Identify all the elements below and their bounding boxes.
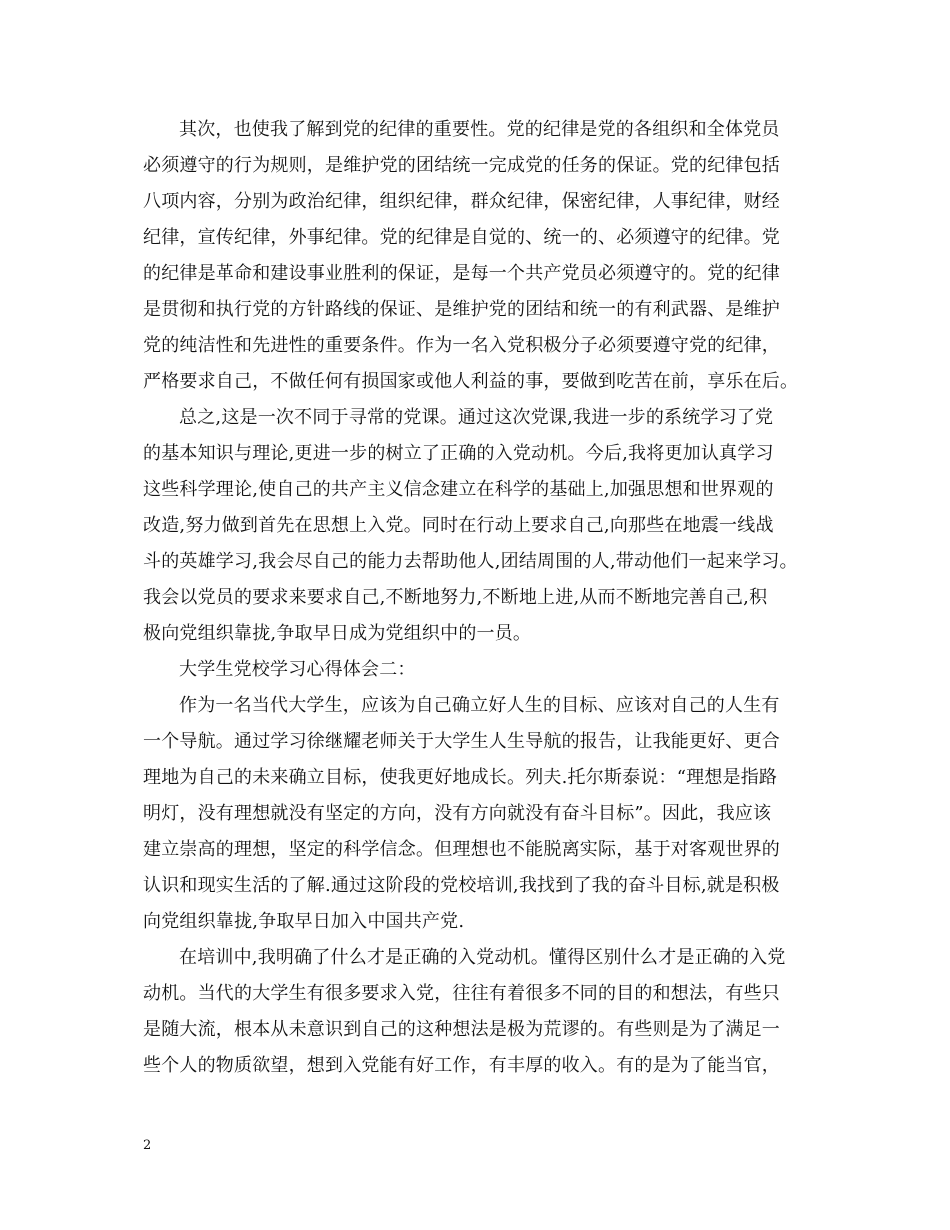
- text-line: 的纪律是革命和建设事业胜利的保证，是每一个共产党员必须遵守的。党的纪律: [143, 263, 780, 284]
- text-line: 明灯，没有理想就没有坚定的方向，没有方向就没有奋斗目标”。因此，我应该: [143, 803, 772, 824]
- text-line: 斗的英雄学习,我会尽自己的能力去帮助他人,团结周围的人,带动他们一起来学习。: [143, 551, 798, 572]
- text-line: 必须遵守的行为规则，是维护党的团结统一完成党的任务的保证。党的纪律包括: [143, 155, 780, 176]
- text-line: 八项内容，分别为政治纪律，组织纪律，群众纪律，保密纪律，人事纪律，财经: [143, 191, 780, 212]
- text-line: 动机。当代的大学生有很多要求入党，往往有着很多不同的目的和想法，有些只: [143, 983, 780, 1004]
- text-line: 极向党组织靠拢,争取早日成为党组织中的一员。: [143, 623, 532, 644]
- text-line: 在培训中,我明确了什么才是正确的入党动机。懂得区别什么才是正确的入党: [179, 947, 786, 968]
- text-line: 其次，也使我了解到党的纪律的重要性。党的纪律是党的各组织和全体党员: [179, 119, 780, 140]
- section-heading: 大学生党校学习心得体会二：: [179, 659, 416, 680]
- text-line: 理地为自己的未来确立目标，使我更好地成长。列夫.托尔斯泰说：“理想是指路: [143, 767, 778, 788]
- text-line: 严格要求自己，不做任何有损国家或他人利益的事，要做到吃苦在前，享乐在后。: [143, 371, 799, 392]
- text-line: 认识和现实生活的了解.通过这阶段的党校培训,我找到了我的奋斗目标,就是积极: [143, 875, 780, 896]
- text-line: 一个导航。通过学习徐继耀老师关于大学生人生导航的报告，让我能更好、更合: [143, 731, 780, 752]
- text-line: 改造,努力做到首先在思想上入党。同时在行动上要求自己,向那些在地震一线战: [143, 515, 774, 536]
- text-line: 是随大流，根本从未意识到自己的这种想法是极为荒谬的。有些则是为了满足一: [143, 1019, 780, 1040]
- text-line: 向党组织靠拢,争取早日加入中国共产党.: [143, 911, 465, 932]
- text-line: 作为一名当代大学生，应该为自己确立好人生的目标、应该对自己的人生有: [179, 695, 780, 716]
- text-line: 的基本知识与理论,更进一步的树立了正确的入党动机。今后,我将更加认真学习: [143, 443, 774, 464]
- text-line: 我会以党员的要求来要求自己,不断地努力,不断地上进,从而不断地完善自己,积: [143, 587, 768, 608]
- text-line: 这些科学理论,使自己的共产主义信念建立在科学的基础上,加强思想和世界观的: [143, 479, 774, 500]
- text-line: 党的纯洁性和先进性的重要条件。作为一名入党积极分子必须要遵守党的纪律，: [143, 335, 780, 356]
- text-line: 纪律，宣传纪律，外事纪律。党的纪律是自觉的、统一的、必须遵守的纪律。党: [143, 227, 780, 248]
- text-line: 建立崇高的理想，坚定的科学信念。但理想也不能脱离实际，基于对客观世界的: [143, 839, 780, 860]
- text-line: 是贯彻和执行党的方针路线的保证、是维护党的团结和统一的有利武器、是维护: [143, 299, 780, 320]
- page-number: 2: [143, 1138, 152, 1153]
- text-line: 些个人的物质欲望，想到入党能有好工作，有丰厚的收入。有的是为了能当官，: [143, 1055, 780, 1076]
- text-line: 总之,这是一次不同于寻常的党课。通过这次党课,我进一步的系统学习了党: [179, 407, 774, 428]
